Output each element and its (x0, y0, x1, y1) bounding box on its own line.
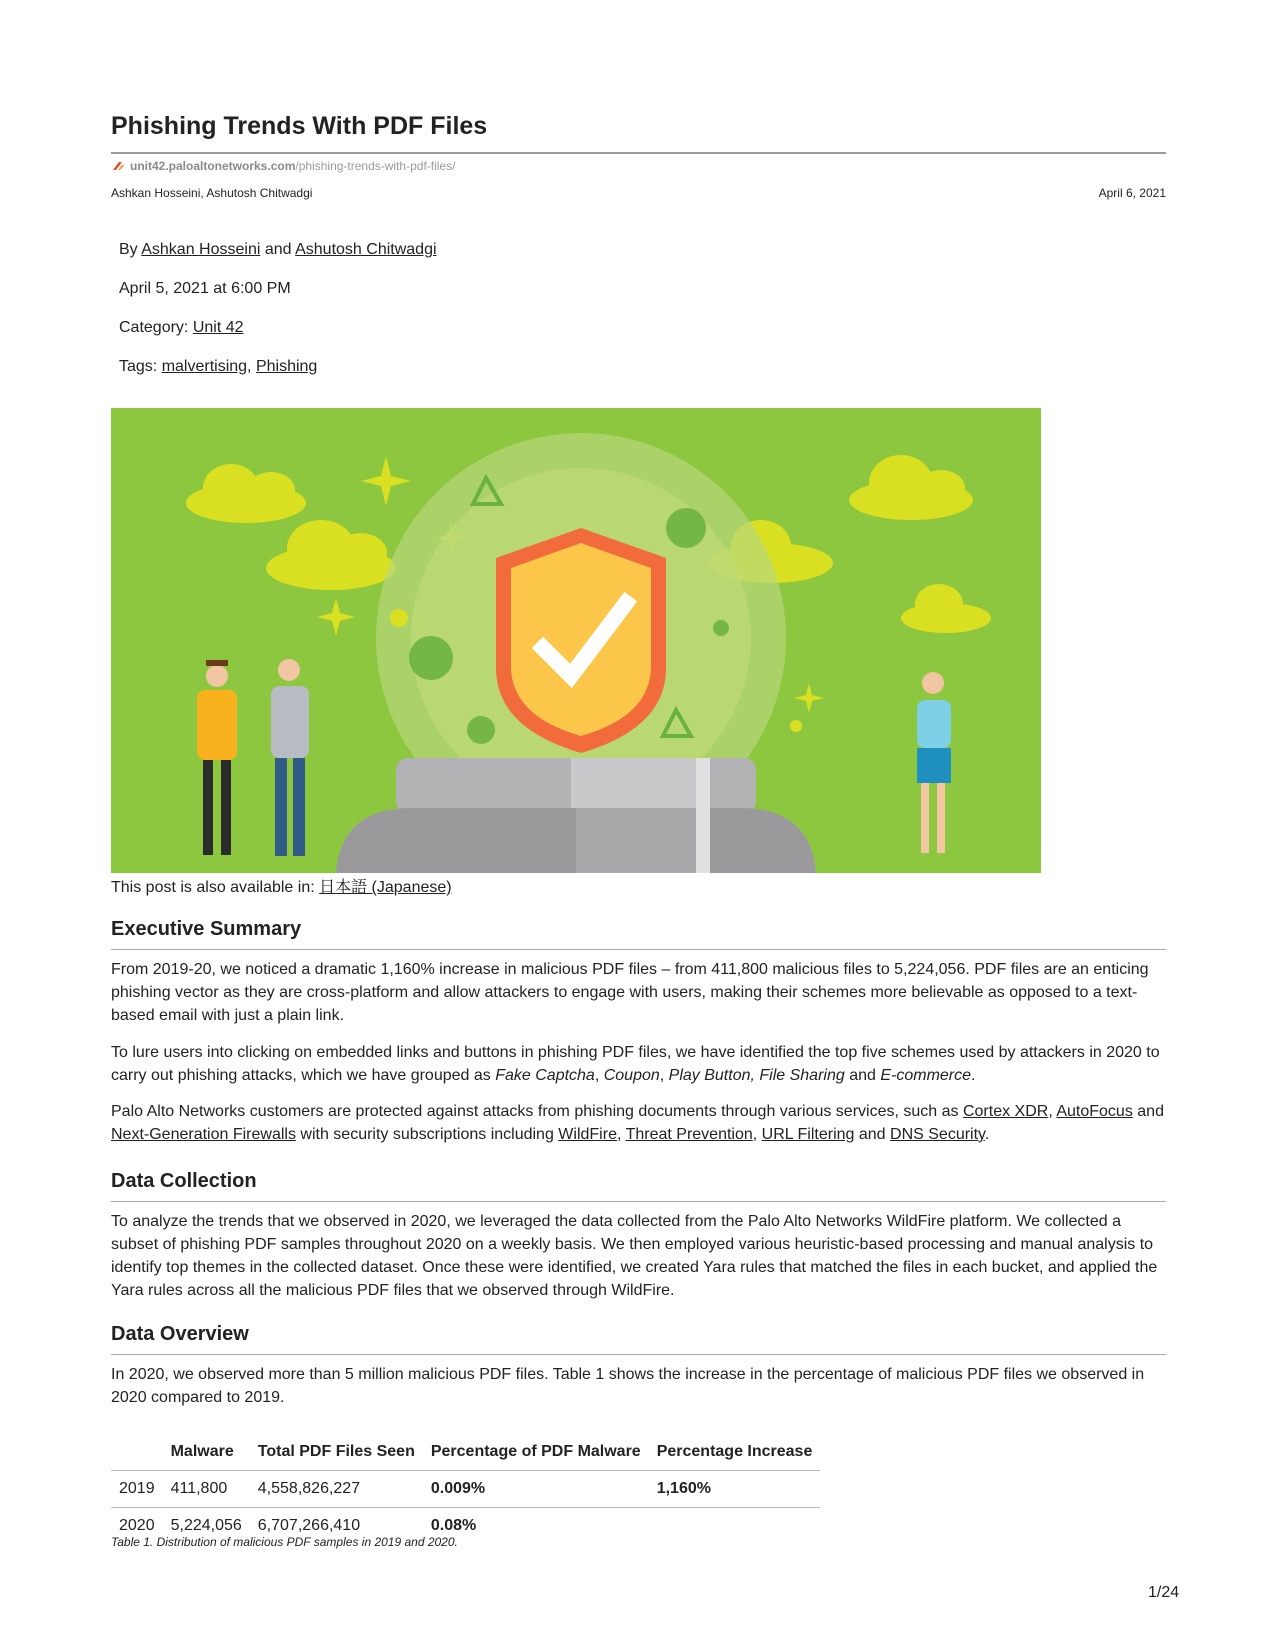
and-text: and (260, 241, 296, 258)
section-divider (111, 1354, 1166, 1355)
heading-data-collection: Data Collection (111, 1170, 257, 1192)
data-overview-p1: In 2020, we observed more than 5 million malicious PDF files. Table 1 shows the increase in the percentage of malicious PDF files we observed in 2020 compared to 2019. (111, 1366, 1145, 1406)
page-title: Phishing Trends With PDF Files (111, 112, 488, 140)
table-header: Total PDF Files Seen (257, 1443, 415, 1460)
table-cell (649, 1508, 821, 1545)
tags-label: Tags: (119, 358, 162, 375)
author-link-1[interactable]: Ashkan Hosseini (141, 241, 261, 258)
bug-icon (666, 508, 706, 548)
post-date: April 5, 2021 at 6:00 PM (119, 280, 291, 297)
exec-summary-p3: Palo Alto Networks customers are protected against attacks from phishing documents through various services, such as Cortex XDR, AutoFocus and Next-Generation Firewalls with security subscriptions including WildFire, Threat Prevention, URL Filtering and DNS Security. (111, 1103, 1164, 1143)
author-link-2[interactable]: Ashutosh Chitwadgi (295, 241, 437, 258)
link-threat-prevention[interactable]: Threat Prevention (625, 1126, 753, 1143)
link-dns-security[interactable]: DNS Security (890, 1126, 985, 1143)
table-header: Percentage Increase (656, 1443, 813, 1460)
table-cell: 0.009% (423, 1471, 649, 1508)
table-row (111, 1471, 820, 1508)
data-collection-p1: To analyze the trends that we observed in 2020, we leveraged the data collected from the Palo Alto Networks WildFire platform. We collected a subset of phishing PDF samples throughout 2020 on a weekly basis. We then employed various heuristic-based processing and manual analysis to identify top themes in the collected dataset. Once these were identified, we created Yara rules that matched the files in each bucket, and applied the Yara rules across all the malicious PDF files that we observed through WildFire. (111, 1213, 1158, 1299)
table-cell: 5,224,056 (163, 1508, 250, 1545)
heading-data-overview: Data Overview (111, 1323, 249, 1345)
tag-link-phishing[interactable]: Phishing (255, 358, 318, 375)
malware-stats-table (111, 1434, 820, 1544)
tag-link-malvertising[interactable]: malvertising (161, 358, 248, 375)
by-label: By (119, 241, 142, 258)
link-autofocus[interactable]: AutoFocus (1056, 1103, 1133, 1120)
category-line (119, 319, 244, 337)
shield-check-icon (496, 528, 666, 753)
table-header-row (111, 1434, 820, 1471)
hero-illustration (111, 408, 1041, 873)
exec-summary-p1: From 2019-20, we noticed a dramatic 1,160% increase in malicious PDF files – from 411,800 malicious files to 5,224,056. PDF files are an enticing phishing vector as they are cross-platform and allow attackers to engage with users, making their schemes more believable as opposed to a text-based email with just a plain link. (111, 961, 1149, 1024)
virus-icon (713, 620, 729, 636)
table-cell: 2019 (111, 1471, 163, 1508)
table-cell: 4,558,826,227 (250, 1471, 423, 1508)
section-divider (111, 949, 1166, 950)
table-header: Malware (170, 1443, 234, 1460)
language-availability (111, 874, 452, 897)
meta-authors: Ashkan Hosseini, Ashutosh Chitwadgi (111, 186, 313, 200)
link-ngfw[interactable]: Next-Generation Firewalls (111, 1126, 296, 1143)
table-cell: 1,160% (649, 1471, 821, 1508)
tag-separator: , (247, 358, 256, 375)
byline-authors (119, 241, 437, 259)
biohazard-icon (409, 636, 453, 680)
source-url[interactable] (111, 159, 455, 173)
meta-date: April 6, 2021 (1098, 186, 1166, 200)
title-divider (111, 152, 1166, 154)
table-caption: Table 1. Distribution of malicious PDF samples in 2019 and 2020. (111, 1535, 458, 1549)
section-divider (111, 1201, 1166, 1202)
table-cell: 0.08% (423, 1508, 649, 1545)
availability-label: This post is also available in: (111, 879, 320, 896)
link-wildfire[interactable]: WildFire (558, 1126, 617, 1143)
category-label: Category: (119, 319, 193, 336)
link-cortex-xdr[interactable]: Cortex XDR (962, 1103, 1049, 1120)
exec-summary-p2: To lure users into clicking on embedded links and buttons in phishing PDF files, we have identified the top five schemes used by attackers in 2020 to carry out phishing attacks, which we have grouped as Fake Captcha, Coupon, Play Button, File Sharing and E-commerce. (111, 1044, 1160, 1084)
table-header (111, 1434, 163, 1471)
table-cell: 6,707,266,410 (250, 1508, 423, 1545)
url-path: /phishing-trends-with-pdf-files/ (295, 159, 456, 173)
heading-executive-summary: Executive Summary (111, 918, 302, 940)
category-link[interactable]: Unit 42 (192, 319, 244, 336)
tags-line (119, 358, 317, 376)
japanese-link[interactable]: 日本語 (Japanese) (319, 879, 452, 896)
url-host: unit42.paloaltonetworks.com (130, 159, 296, 173)
page-number: 1/24 (1148, 1584, 1180, 1601)
bug-icon (467, 716, 495, 744)
table-header: Percentage of PDF Malware (430, 1443, 641, 1460)
unit42-logo-icon (111, 159, 125, 173)
link-url-filtering[interactable]: URL Filtering (761, 1126, 855, 1143)
table-cell: 2020 (111, 1508, 163, 1545)
table-cell: 411,800 (163, 1471, 250, 1508)
